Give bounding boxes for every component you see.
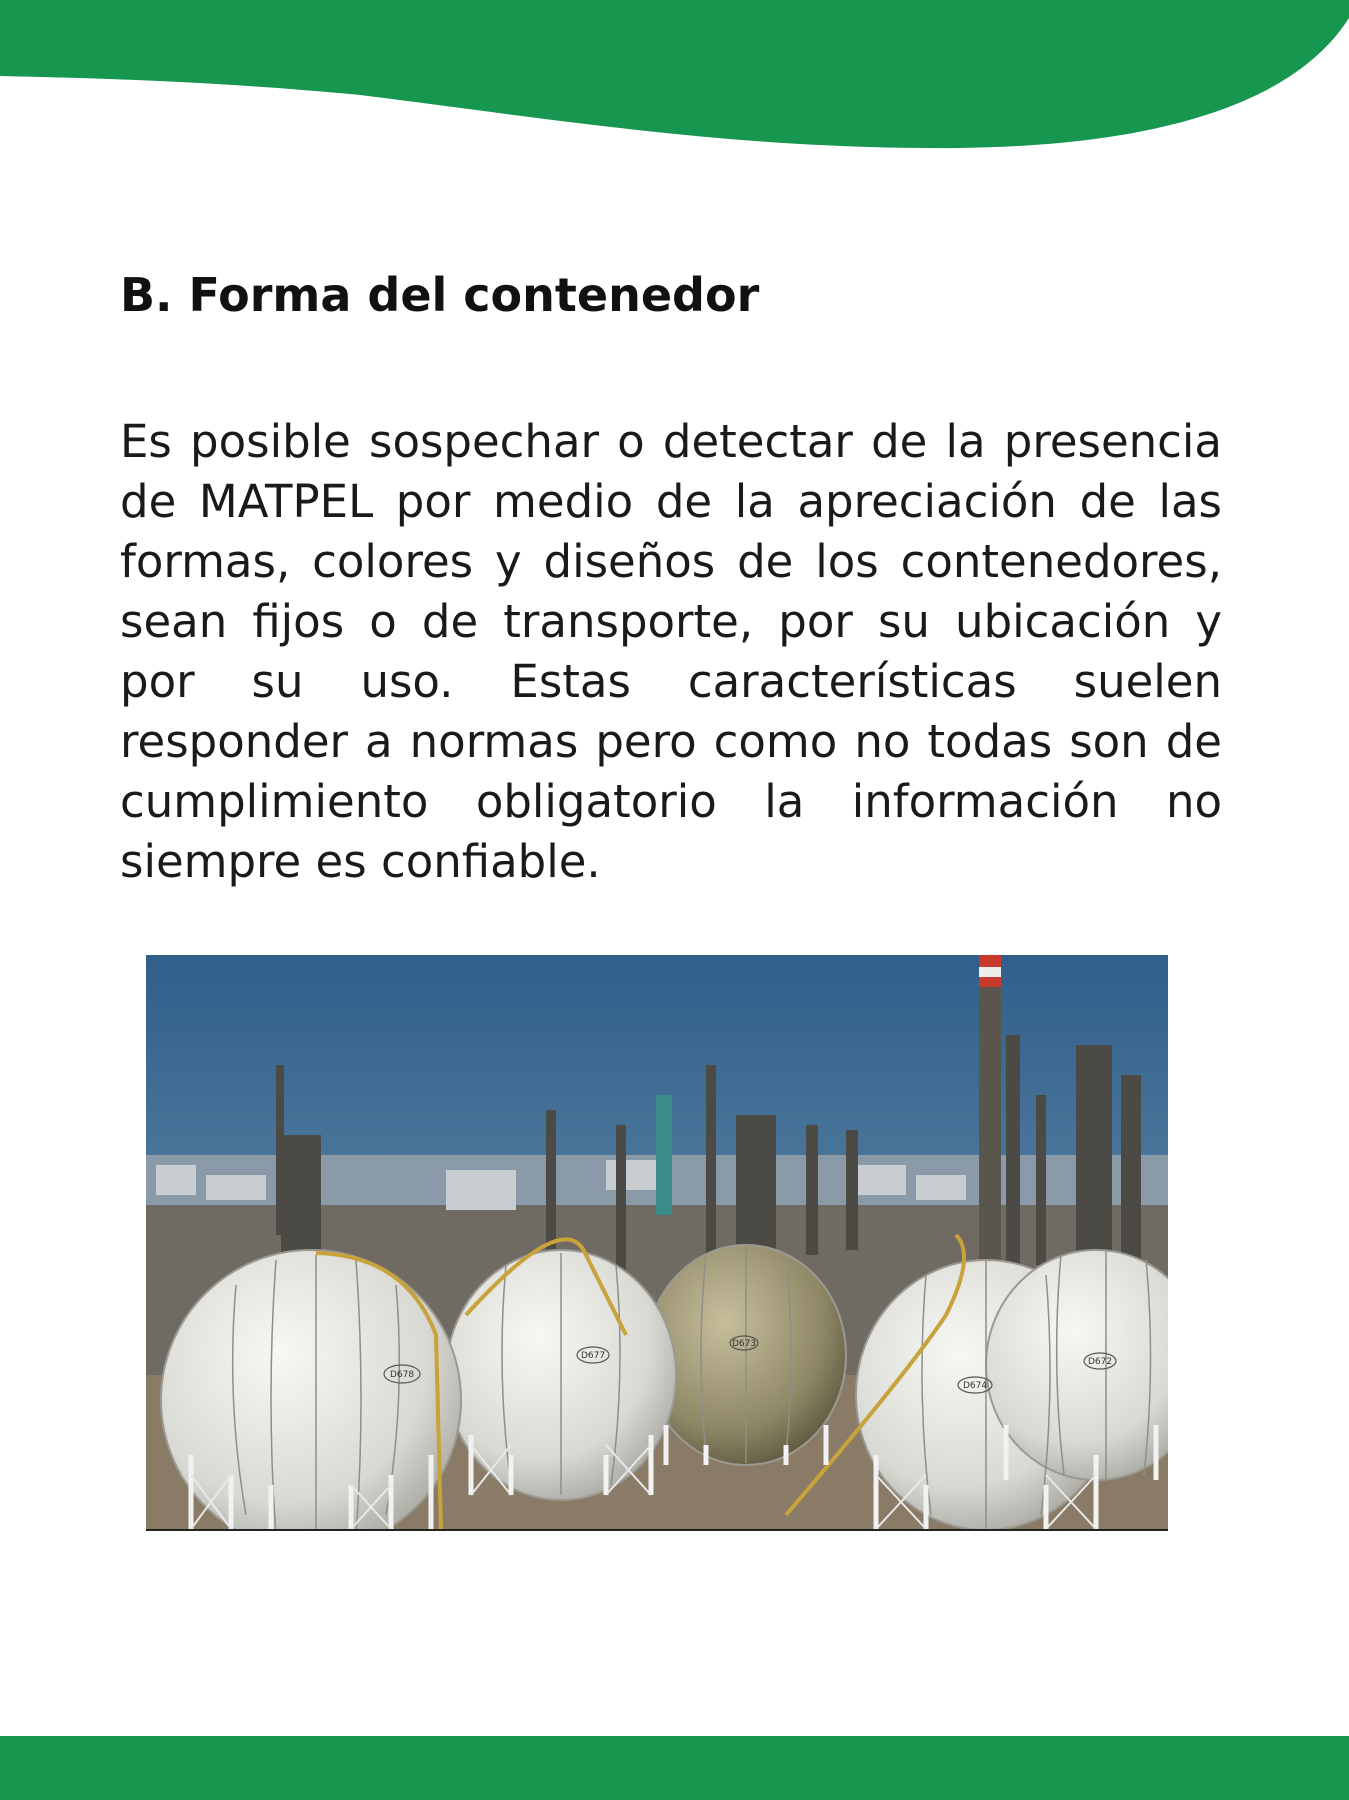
tank-label-4: D674 (962, 1381, 988, 1391)
tank-label-2: D677 (580, 1351, 606, 1361)
top-wave-banner (0, 0, 1349, 160)
body-paragraph: Es posible sospechar o detectar de la presencia de MATPEL por medio de la apreciación de las formas, colores y diseños de los contenedores, sean fijos o de transporte, por su ubicación y por su uso. Estas características suelen responder a normas pero como no todas son de cumplimiento obligatorio la información no siempre es confiable. (120, 415, 1222, 888)
tank-label-5: D672 (1087, 1357, 1113, 1367)
section-title: B. Forma del contenedor (120, 268, 760, 322)
tank-label-3: D673 (731, 1339, 757, 1349)
refinery-photo (146, 955, 1168, 1531)
tank-label-1: D678 (389, 1370, 415, 1380)
bottom-bar (0, 1736, 1349, 1800)
